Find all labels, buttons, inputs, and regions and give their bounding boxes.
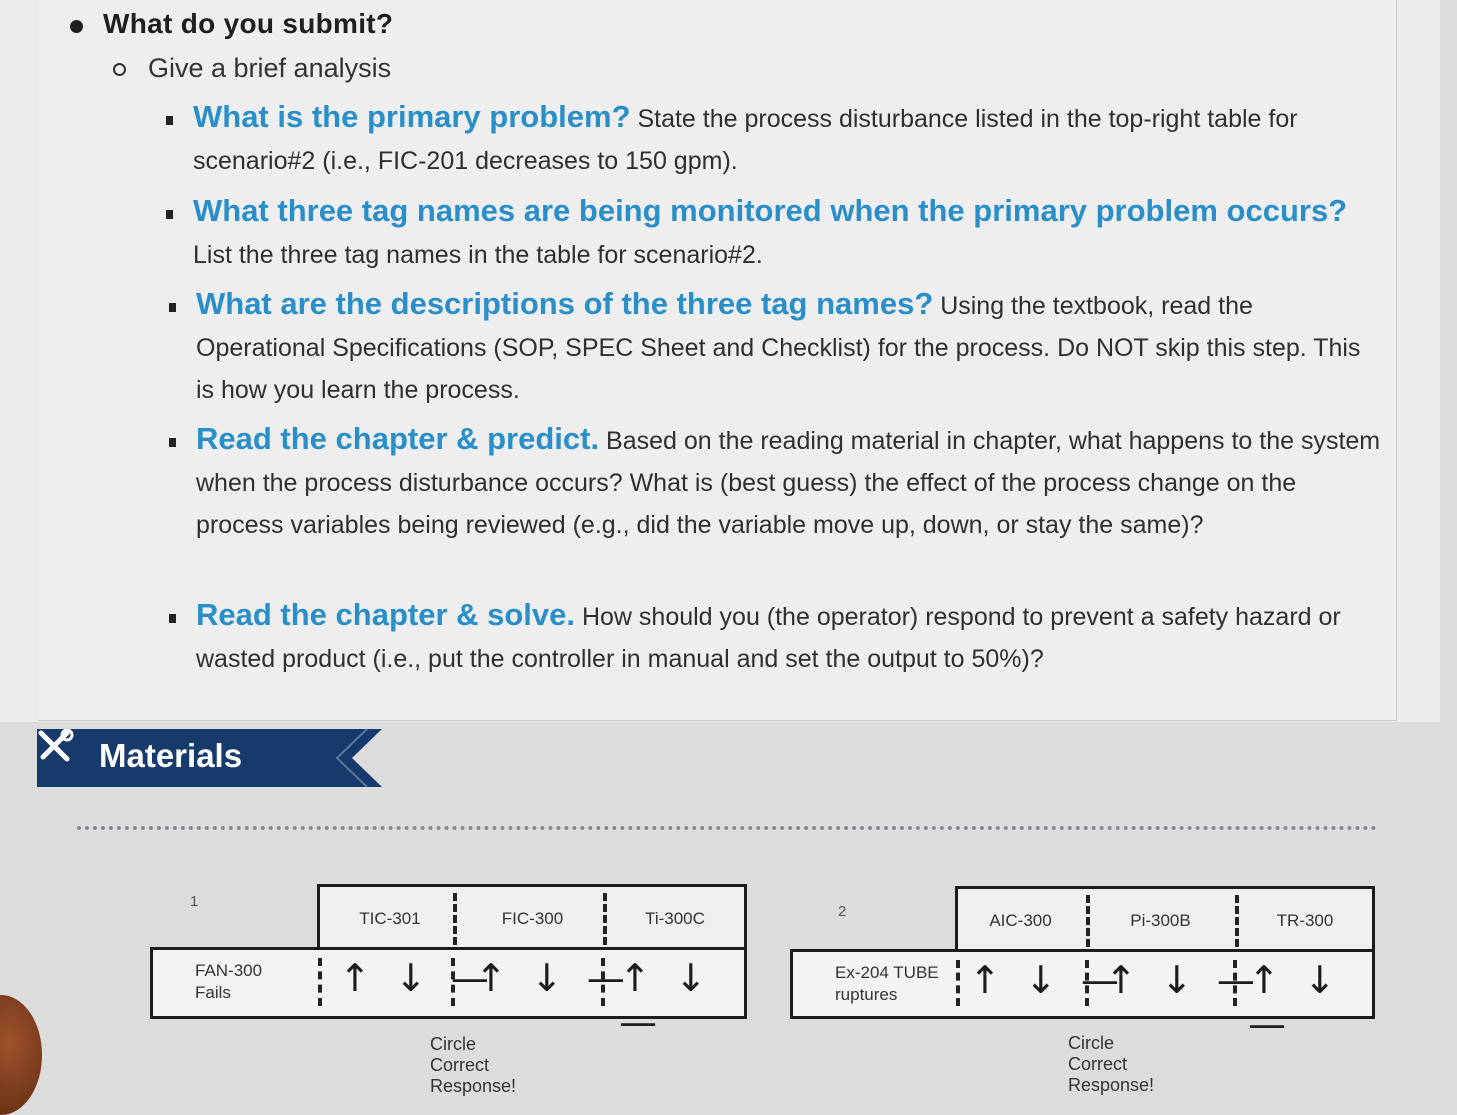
tag-name: Ti-300C (645, 908, 705, 928)
caption: Circle Correct Response! (1068, 1033, 1155, 1095)
disturbance-row (790, 949, 1375, 1046)
tag-name: TIC-301 (359, 908, 421, 928)
item-question: What is the primary problem? (193, 99, 631, 134)
section-heading: What do you submit? (103, 8, 394, 39)
bullet-square-icon (169, 438, 176, 447)
item-body: Using the textbook, read the Operational Specifications (SOP, SPEC Sheet and Checklist) for the process. Do NOT skip this step. This is how you learn the process. (196, 292, 1361, 404)
caption: Circle Correct Response! (430, 1034, 517, 1096)
disturbance-line: FAN-300 (195, 961, 263, 980)
bullet-square-icon (166, 116, 173, 125)
item-question: Read the chapter & solve. (196, 597, 576, 632)
bullet-square-icon (166, 210, 173, 219)
scenario-number: 1 (190, 893, 199, 910)
item-body: State the process disturbance listed in the top-right table for scenario#2 (i.e., FIC-201 decreases to 150 gpm). (193, 105, 1298, 175)
tag-name: TR-300 (1276, 910, 1334, 930)
tag-table (955, 886, 1375, 955)
disturbance-line: ruptures (835, 985, 898, 1004)
dashed-divider (318, 958, 322, 1006)
response-arrows[interactable]: ↑ ↓ — (1248, 958, 1342, 1046)
section-subheading: Give a brief analysis (148, 53, 392, 83)
bullet-square-icon (169, 303, 176, 312)
materials-heading: Materials (99, 737, 243, 774)
tools-icon (37, 729, 75, 763)
dashed-divider (1085, 960, 1089, 1006)
dashed-divider (451, 958, 455, 1006)
disturbance-label (835, 962, 939, 1006)
dashed-divider (956, 960, 960, 1006)
dashed-divider (601, 958, 605, 1006)
list-item (196, 283, 1381, 411)
disturbance-row (150, 947, 747, 1044)
bullet-square-icon (169, 614, 176, 623)
disturbance-line: Fails (195, 983, 231, 1002)
tag-name: FIC-300 (501, 908, 564, 928)
tag-name: Pi-300B (1130, 910, 1191, 930)
disturbance-label (195, 960, 262, 1004)
disturbance-line: Ex-204 TUBE (835, 963, 939, 982)
materials-banner (37, 729, 382, 787)
list-item (196, 594, 1381, 680)
bullet-disc-icon (70, 20, 83, 33)
response-arrows[interactable]: ↑ ↓ — (619, 956, 713, 1044)
list-item (196, 418, 1381, 546)
response-arrows[interactable]: ↑ ↓ — (1105, 958, 1261, 1002)
tag-table (317, 884, 747, 953)
scenario-number: 2 (838, 903, 847, 920)
item-question: Read the chapter & predict. (196, 421, 600, 456)
response-arrows[interactable]: ↑ ↓ — (969, 958, 1125, 1002)
response-arrows[interactable]: ↑ ↓ — (475, 956, 631, 1000)
dotted-divider (77, 826, 1377, 830)
item-question: What are the descriptions of the three tag names? (196, 286, 934, 321)
dashed-divider (1233, 960, 1237, 1006)
list-item (193, 96, 1378, 182)
finger-occlusion (0, 995, 42, 1115)
response-arrows[interactable]: ↑ ↓ — (339, 956, 495, 1000)
item-body: List the three tag names in the table for scenario#2. (193, 241, 763, 269)
tag-name: AIC-300 (989, 910, 1052, 930)
list-item (193, 190, 1378, 276)
item-question: What three tag names are being monitored when the primary problem occurs? (193, 193, 1348, 228)
bullet-circle-icon (113, 63, 126, 76)
item-body: How should you (the operator) respond to prevent a safety hazard or wasted product (i.e., put the controller in manual and set the output to 50%)? (196, 603, 1341, 673)
item-body: Based on the reading material in chapter, what happens to the system when the process disturbance occurs? What is (best guess) the effect of the process change on the process variables being reviewed (e.g., did the variable move up, down, or stay the same)? (196, 427, 1381, 539)
dashed-divider (453, 893, 457, 945)
